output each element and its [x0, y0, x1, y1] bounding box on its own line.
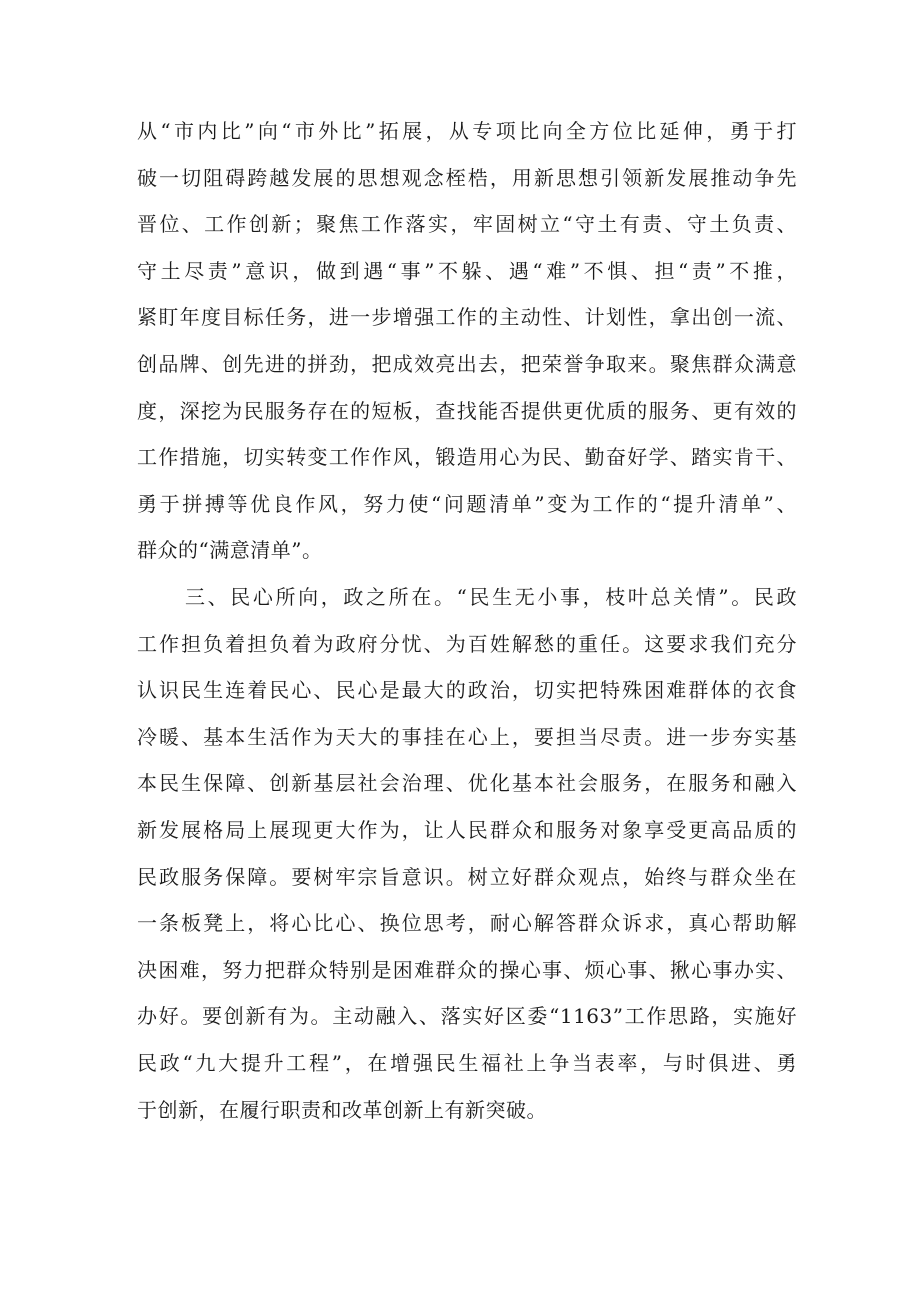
- paragraph-line: 三、民心所向，政之所在。“民生无小事，枝叶总关情”。民政: [185, 585, 797, 609]
- paragraph-line: 勇于拼搏等优良作风，努力使“问题清单”变为工作的“提升清单”、: [137, 491, 797, 516]
- paragraph-line: 创品牌、创先进的拼劲，把成效亮出去，把荣誉争取来。聚焦群众满意: [137, 351, 797, 376]
- paragraph-line: 于创新，在履行职责和改革创新上有新突破。: [137, 1097, 547, 1122]
- paragraph-line: 晋位、工作创新；聚焦工作落实，牢固树立“守土有责、守土负责、: [137, 212, 797, 237]
- paragraph-1: [137, 108, 797, 574]
- paragraph-line: 办好。要创新有为。主动融入、落实好区委“1163”工作思路，实施好: [137, 1004, 797, 1029]
- paragraph-line: 工作措施，切实转变工作作风，锻造用心为民、勤奋好学、踏实肯干、: [137, 445, 797, 470]
- paragraph-line: 从“市内比”向“市外比”拓展，从专项比向全方位比延伸，勇于打: [137, 119, 797, 143]
- paragraph-line: 群众的“满意清单”。: [137, 538, 323, 563]
- paragraph-line: 破一切阻碍跨越发展的思想观念桎梏，用新思想引领新发展推动争先: [137, 165, 797, 190]
- paragraph-line: 民政服务保障。要树牢宗旨意识。树立好群众观点，始终与群众坐在: [137, 864, 797, 889]
- paragraph-line: 冷暖、基本生活作为天大的事挂在心上，要担当尽责。进一步夯实基: [137, 724, 797, 749]
- paragraph-line: 本民生保障、创新基层社会治理、优化基本社会服务，在服务和融入: [137, 771, 797, 796]
- paragraph-line: 民政“九大提升工程”，在增强民生福社上争当表率，与时俱进、勇: [137, 1050, 797, 1075]
- paragraph-line: 工作担负着担负着为政府分忧、为百姓解愁的重任。这要求我们充分: [137, 631, 797, 656]
- paragraph-line: 一条板凳上，将心比心、换位思考，耐心解答群众诉求，真心帮助解: [137, 911, 797, 936]
- paragraph-line: 紧盯年度目标任务，进一步增强工作的主动性、计划性，拿出创一流、: [137, 305, 797, 330]
- paragraph-2: [137, 574, 797, 1133]
- paragraph-line: 守土尽责”意识，做到遇“事”不躲、遇“难”不惧、担“责”不推，: [137, 258, 797, 283]
- paragraph-line: 度，深挖为民服务存在的短板，查找能否提供更优质的服务、更有效的: [137, 398, 797, 423]
- paragraph-line: 认识民生连着民心、民心是最大的政治，切实把特殊困难群体的衣食: [137, 678, 797, 703]
- paragraph-line: 决困难，努力把群众特别是困难群众的操心事、烦心事、揪心事办实、: [137, 957, 797, 982]
- paragraph-line: 新发展格局上展现更大作为，让人民群众和服务对象享受更高品质的: [137, 817, 797, 842]
